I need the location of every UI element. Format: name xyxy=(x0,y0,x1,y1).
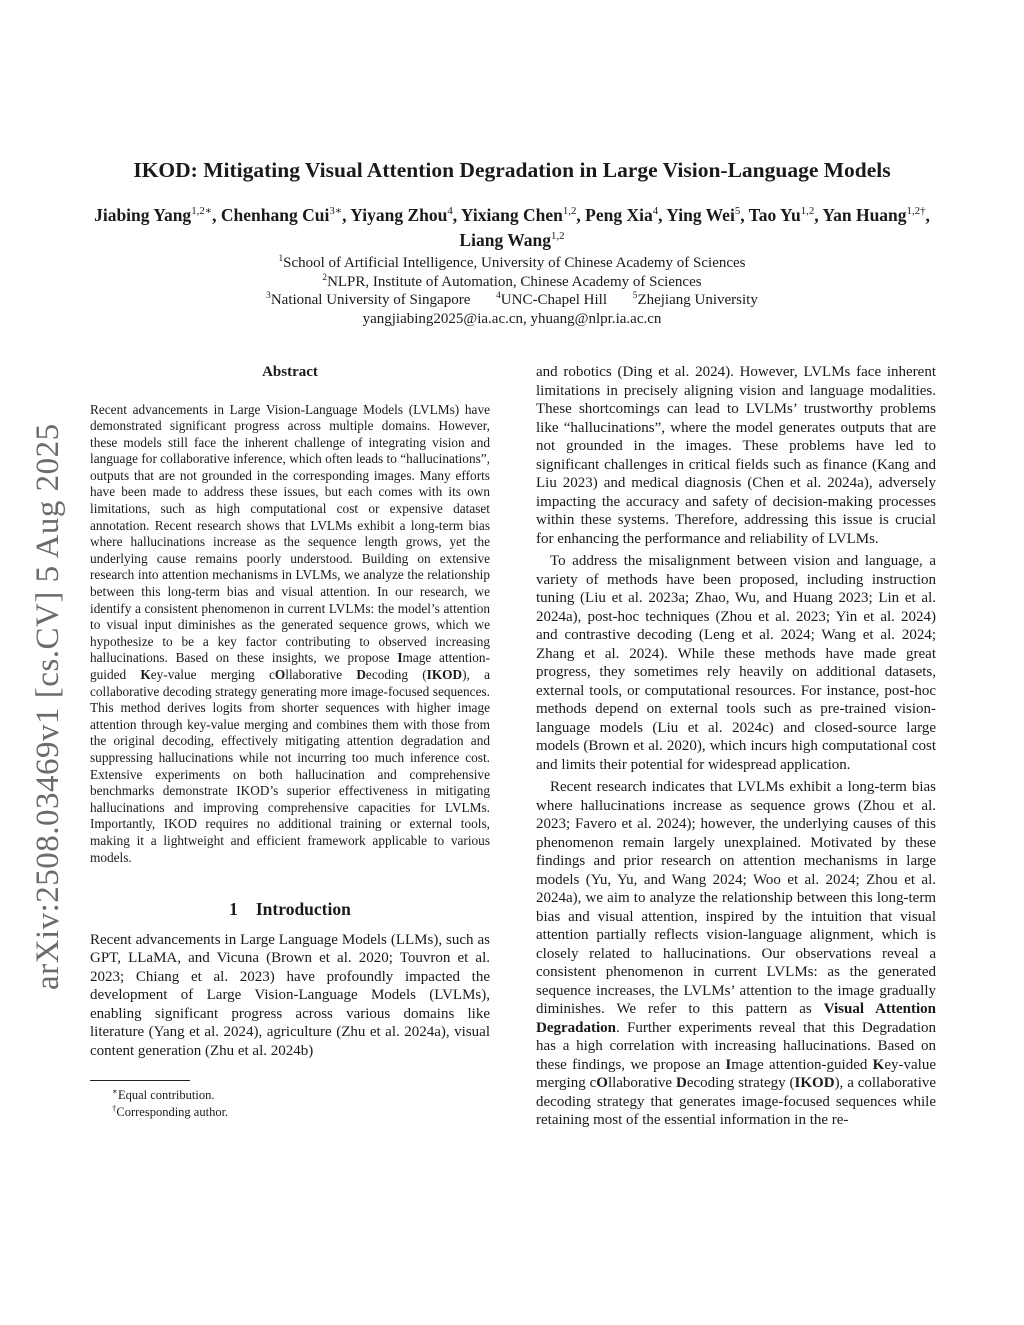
footnote: †Corresponding author. xyxy=(112,1102,229,1120)
author-list xyxy=(90,203,934,253)
left-column xyxy=(90,363,490,1121)
author: Yixiang Chen$^{1,2}$, xyxy=(460,205,586,225)
right-column xyxy=(536,363,936,1130)
abstract-heading: Abstract xyxy=(262,364,318,380)
affiliation-line: $^1$School of Artificial Intelligence, University of Chinese Academy of Sciences xyxy=(278,254,746,271)
intro-paragraph: Recent research indicates that LVLMs exhibit a long-term bias where hallucinations increase as sequence grows (Zhou et al. 2023; Favero et al. 2024); however, the underlying causes of this phenomenon remain largely unexplained. Motivated by these findings and prior research on attention mechanisms in large models (Yu, Yu, and Wang 2024; Woo et al. 2024; Zhou et al. 2024a), we aim to analyze the relationship between this long-term bias and visual attention, inspired by the intuition that visual attention partially reflects vision-language alignment, which is closely related to hallucinations. Our observations reveal a consistent phenomenon in current LVLMs: as the generated sequence increases, the LVLMs’ attention to the image gradually diminishes. We refer to this pattern as Visual Attention Degradation. Further experiments reveal that this Degradation has a high correlation with increasing hallucinations. Based on these findings, we propose an Image attention-guided Key-value merging cOllaborative Decoding strategy (IKOD), a collaborative decoding strategy that generates image-focused sequences while retaining most of the essential information in the re- xyxy=(536,779,937,1128)
author: Tao Yu$^{1,2}$, xyxy=(748,205,823,225)
introduction-heading: 1 Introduction xyxy=(229,899,351,920)
intro-paragraph: Recent advancements in Large Language Models (LLMs), such as GPT, LLaMA, and Vicuna (Brown et al. 2020; Touvron et al. 2023; Chiang et al. 2023) have profoundly impacted the development of Large Vision-Language Models (LVLMs), enabling significant progress across various domains like literature (Yang et al. 2024), agriculture (Zhu et al. 2024a), visual content generation (Zhu et al. 2024b) xyxy=(90,931,490,1059)
intro-paragraph: and robotics (Ding et al. 2024). However, LVLMs face inherent limitations in precisely aligning vision and language modalities. These shortcomings can lead to LVLMs’ trustworthy problems like “hallucinations”, where the model generates outputs that are not grounded in the images. These problems have led to significant challenges in critical fields such as finance (Kang and Liu 2023) and medical diagnosis (Chen et al. 2024a), adversely impacting the accuracy and safety of decision-making processes within these systems. Therefore, addressing this issue is crucial for enhancing the performance and reliability of LVLMs. xyxy=(536,364,936,547)
author-emails: yangjiabing2025@ia.ac.cn, yhuang@nlpr.ia.ac.cn xyxy=(362,310,662,327)
author: Ying Wei$^5$, xyxy=(666,205,749,225)
author: Liang Wang$^{1,2}$ xyxy=(459,230,565,250)
author: Peng Xia$^4$, xyxy=(585,205,667,225)
arxiv-identifier-stamp: arXiv:2508.03469v1 [cs.CV] 5 Aug 2025 xyxy=(30,423,66,990)
affiliation-line: $^3$National University of Singapore $^4$UNC-Chapel Hill $^5$Zhejiang University xyxy=(266,291,758,308)
footnote: ∗Equal contribution. xyxy=(112,1085,215,1103)
abstract-text: Recent advancements in Large Vision-Language Models (LVLMs) have demonstrated significant progress across multiple domains. However, these models still face the inherent challenge of integrating vision and language for collaborative inference, which often leads to “hallucinations”, outputs that are not grounded in the corresponding images. Many efforts have been made to address these issues, but each comes with its own limitations, such as high computational cost or expensive dataset annotation. Recent research shows that LVLMs exhibit a long-term bias where hallucinations increase as the sequence length grows, yet the underlying cause remains poorly understood. Building on extensive research into attention mechanisms in LVLMs, we analyze the relationship between this long-term bias and visual attention. In our research, we identify a consistent phenomenon in current LVLMs: the model’s attention to visual input diminishes as the generated sequence grows, which we hypothesize to be a key factor contributing to observed increasing hallucinations. Based on these insights, we propose Image attention-guided Key-value merging cOllaborative Decoding (IKOD), a collaborative decoding strategy generating more image-focused sequences. This method derives logits from shorter sequences with higher image attention through key-value merging and combines them with those from the original decoding, effectively mitigating attention degradation and suppressing hallucinations while not incurring too much inference cost. Extensive experiments on both hallucination and comprehensive benchmarks demonstrate IKOD’s superior effectiveness in mitigating hallucinations and improving comprehensive capacities for LVLMs. Importantly, IKOD requires no additional training or external tools, making it a lightweight and efficient framework applicable to various models. xyxy=(90,401,490,865)
affiliations xyxy=(90,254,934,328)
author: Chenhang Cui$^{3∗}$, xyxy=(220,205,351,225)
paper-title: IKOD: Mitigating Visual Attention Degradation in Large Vision-Language Models xyxy=(133,158,891,182)
affiliation-line: $^2$NLPR, Institute of Automation, Chinese Academy of Sciences xyxy=(322,272,702,290)
author: Yan Huang$^{1,2\dagger}$, xyxy=(822,205,930,225)
footnote-rule xyxy=(90,1080,190,1081)
author: Jiabing Yang$^{1,2∗}$, xyxy=(94,205,221,225)
intro-paragraph: To address the misalignment between vision and language, a variety of methods have been proposed, including instruction tuning (Liu et al. 2023a; Zhao, Wu, and Huang 2023; Lin et al. 2024a), post-hoc techniques (Zhou et al. 2023; Yin et al. 2024) and contrastive decoding (Leng et al. 2024; Wang et al. 2024; Zhang et al. 2024). While these methods have made great progress, they sometimes rely heavily on additional datasets, external tools, or computational resources. For instance, post-hoc methods depend on external tools such as pre-trained vision-language models (Liu et al. 2024c) and closed-source large models (Brown et al. 2020), which incurs high computational cost and limits their potential for widespread application. xyxy=(536,553,936,773)
author: Yiyang Zhou$^4$, xyxy=(350,205,461,225)
